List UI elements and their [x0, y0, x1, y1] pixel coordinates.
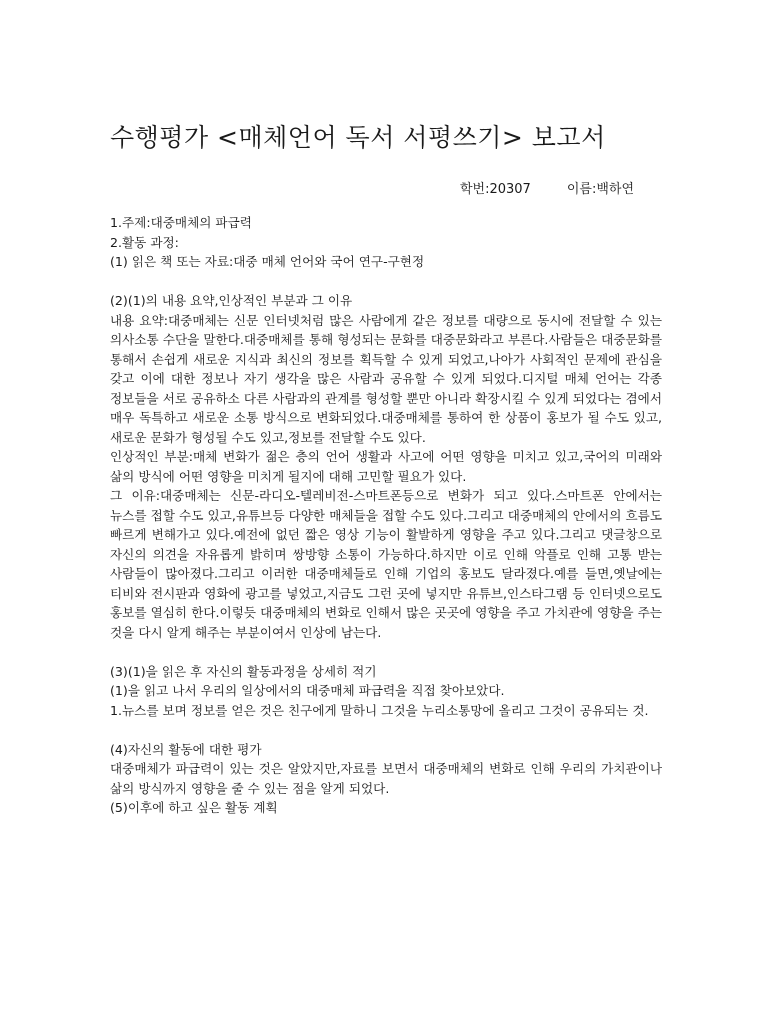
evaluation-paragraph: 대중매체가 파급력이 있는 것은 알았지만,자료를 보면서 대중매체의 변화로 인해 우리의 가치관이나 삶의 방식까지 영향을 줄 수 있는 점을 알게 되었다. [110, 761, 662, 796]
section2-heading: (2)(1)의 내용 요약,인상적인 부분과 그 이유 [110, 293, 353, 308]
section4-heading: (4)자신의 활동에 대한 평가 [110, 741, 262, 757]
section3-heading: (3)(1)을 읽은 후 자신의 활동과정을 상세히 적기 [110, 663, 377, 679]
student-info [110, 178, 662, 197]
section3-line: (1)을 읽고 나서 우리의 일상에서의 대중매체 파급력을 직접 찾아보았다. [110, 683, 505, 698]
spacer [110, 720, 662, 740]
summary-paragraph: 내용 요약:대중매체는 신문 인터넷처럼 많은 사람에게 같은 정보를 대량으로 동시에 전달할 수 있는 의사소통 수단을 말한다.대중매체를 통해 형성되는 문화를 대중문화라고 부른다.사람들은 대중문화를 통해서 손쉽게 새로운 지식과 최신의 정보를 획득할 수 있게 되었고,나아가 사회적인 문제에 관심을 갖고 이에 대한 정보나 자기 생각을 많은 사람과 공유할 수 있게 되었다.디지털 매체 언어는 각종 정보들을 서로 공유하소 다른 사람과의 관계를 형성할 뿐만 아니라 확장시킬 수 있게 되었다는 겸에서 매우 독특하고 새로운 소통 방식으로 변화되었다.대중매체를 통하여 한 상품이 홍보가 될 수도 있고,새로운 문화가 형성될 수도 있고,정보를 전달할 수도 있다. [110, 312, 662, 445]
spacer [110, 272, 662, 292]
book-line: (1) 읽은 책 또는 자료:대중 매체 언어와 국어 연구-구현정 [110, 254, 425, 269]
report-title: 수행평가 <매체언어 독서 서평쓰기> 보고서 [110, 123, 606, 152]
topic-line: 1.주제:대중매체의 파급력 [110, 215, 252, 230]
reason-paragraph: 그 이유:대중매체는 신문-라디오-텔레비전-스마트폰등으로 변화가 되고 있다.스마트폰 안에서는 뉴스를 접할 수도 있고,유튜브등 다양한 매체들을 접할 수도 있다.그리고 대중매체의 안에서의 흐름도 빠르게 변해가고 있다.예전에 없던 짧은 영상 기능이 활발하게 영향을 주고 있다.그리고 댓글창으로 자신의 의견을 자유롭게 밝히며 쌍방향 소통이 가능하다.하지만 이로 인해 악플로 인해 고통 받는 사람들이 많아졌다.그리고 이러한 대중매체들로 인해 기업의 홍보도 달라졌다.예를 들면,옛날에는 티비와 전시판과 영화에 광고를 넣었고,지금도 그런 곳에 넣지만 유튜브,인스타그램 등 인터넷으로도 홍보를 열심히 한다.이렇듯 대중매체의 변화로 인해서 많은 곳곳에 영향을 주고 가치관에 영향을 주는 것을 다시 알게 해주는 부분이여서 인상에 남는다. [110, 488, 662, 640]
spacer [110, 642, 662, 662]
student-name: 이름:백하연 [566, 182, 634, 197]
report-page [110, 118, 662, 818]
process-heading: 2.활동 과정: [110, 234, 179, 250]
section5-heading: (5)이후에 하고 싶은 활동 계획 [110, 800, 278, 815]
section3-item: 1.뉴스를 보며 정보를 얻은 것은 친구에게 말하니 그것을 누리소통망에 올리고 그것이 공유되는 것. [110, 702, 649, 718]
student-id: 학번:20307 [459, 182, 531, 197]
impressive-paragraph: 인상적인 부분:매체 변화가 젊은 층의 언어 생활과 사고에 어떤 영향을 미치고 있고,국어의 미래와 삶의 방식에 어떤 영향을 미치게 될지에 대해 고민할 필요가 있다. [110, 449, 662, 484]
